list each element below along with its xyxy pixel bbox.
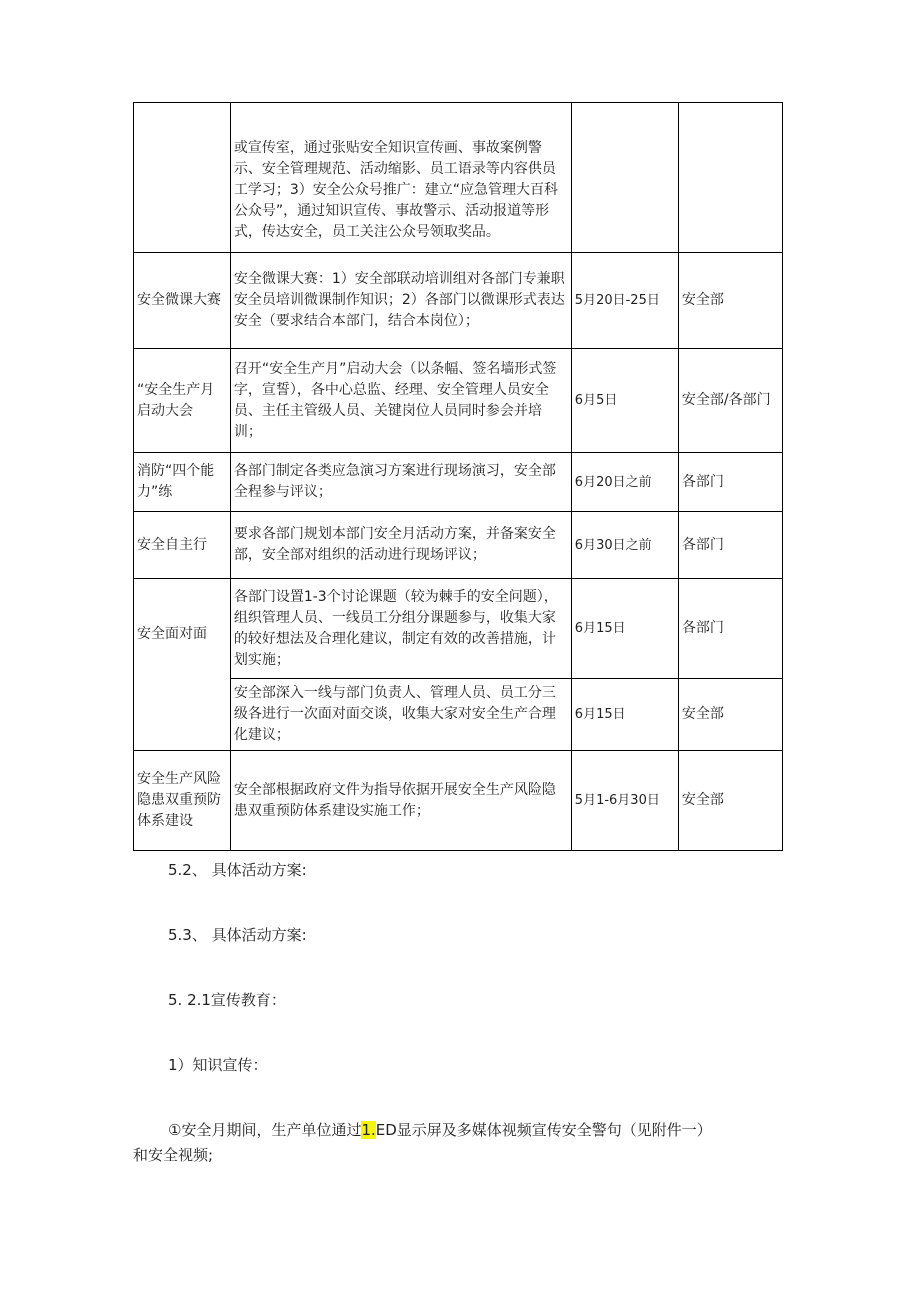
activity-dept-cell: 各部门: [678, 512, 782, 579]
activity-desc-cell: 各部门制定各类应急演习方案进行现场演习，安全部全程参与评议；: [230, 453, 571, 512]
paragraph-text: ①安全月期间，生产单位通过: [168, 1121, 362, 1139]
activity-table: [133, 102, 783, 851]
table-row: [134, 453, 783, 512]
activity-name-cell: 安全微课大赛: [134, 253, 231, 349]
table-row: [134, 579, 783, 679]
activity-desc-cell: 安全部深入一线与部门负责人、管理人员、员工分三级各进行一次面对面交谈，收集大家对安全生产合理化建议；: [230, 679, 571, 751]
activity-dept-cell: 安全部: [678, 253, 782, 349]
activity-date-cell: 5月1-6月30日: [571, 751, 678, 851]
paragraph-line: 和安全视频;: [133, 1146, 214, 1164]
activity-dept-cell: 各部门: [678, 453, 782, 512]
activity-name-cell: [134, 103, 231, 253]
highlighted-text: 1.: [361, 1121, 376, 1139]
activity-date-cell: 6月15日: [571, 679, 678, 751]
activity-date-cell: 6月15日: [571, 579, 678, 679]
section-heading-5-2-1: 5. 2.1宣传教育：: [168, 991, 286, 1009]
activity-date-cell: 5月20日-25日: [571, 253, 678, 349]
activity-name-cell: “安全生产月启动大会: [134, 349, 231, 453]
activity-name-cell: 消防“四个能力”练: [134, 453, 231, 512]
section-heading-5-2: 5.2、 具体活动方案:: [168, 861, 307, 879]
activity-desc-cell: 召开“安全生产月”启动大会（以条幅、签名墙形式签字，宣誓），各中心总监、经理、安全管理人员安全员、主任主管级人员、关键岗位人员同时参会并培训；: [230, 349, 571, 453]
activity-dept-cell: 安全部: [678, 679, 782, 751]
activity-dept-cell: 各部门: [678, 579, 782, 679]
activity-desc-cell: 各部门设置1-3个讨论课题（较为棘手的安全问题），组织管理人员、一线员工分组分课题参与，收集大家的较好想法及合理化建议，制定有效的改善措施，计划实施；: [230, 579, 571, 679]
activity-desc-cell: 要求各部门规划本部门安全月活动方案，并备案安全部，安全部对组织的活动进行现场评议；: [230, 512, 571, 579]
activity-name-cell: 安全面对面: [134, 579, 231, 751]
activity-dept-cell: 安全部: [678, 751, 782, 851]
paragraph-line: [168, 1118, 712, 1142]
activity-date-cell: 6月20日之前: [571, 453, 678, 512]
paragraph-text: ED显示屏及多媒体视频宣传安全警句（见附件一）: [375, 1121, 712, 1139]
table-row: [134, 253, 783, 349]
activity-name-cell: 安全生产风险隐患双重预防体系建设: [134, 751, 231, 851]
table-row: [134, 512, 783, 579]
table-row: [134, 751, 783, 851]
table-row: [134, 679, 783, 751]
activity-dept-cell: 安全部/各部门: [678, 349, 782, 453]
table-row: [134, 349, 783, 453]
activity-desc-cell: 安全微课大赛：1）安全部联动培训组对各部门专兼职安全员培训微课制作知识；2）各部门以微课形式表达安全（要求结合本部门，结合本岗位）；: [230, 253, 571, 349]
activity-date-cell: 6月5日: [571, 349, 678, 453]
activity-date-cell: 6月30日之前: [571, 512, 678, 579]
section-heading-5-3: 5.3、 具体活动方案:: [168, 926, 307, 944]
activity-dept-cell: [678, 103, 782, 253]
activity-desc-cell: 或宣传室，通过张贴安全知识宣传画、事故案例警示、安全管理规范、活动缩影、员工语录等内容供员工学习；3）安全公众号推广：建立“应急管理大百科公众号”，通过知识宣传、事故警示、活动报道等形式，传达安全，员工关注公众号领取奖品。: [230, 103, 571, 253]
subheading-knowledge: 1）知识宣传：: [168, 1056, 268, 1074]
activity-name-cell: 安全自主行: [134, 512, 231, 579]
table-row: [134, 103, 783, 253]
activity-desc-cell: 安全部根据政府文件为指导依据开展安全生产风险隐患双重预防体系建设实施工作；: [230, 751, 571, 851]
activity-date-cell: [571, 103, 678, 253]
